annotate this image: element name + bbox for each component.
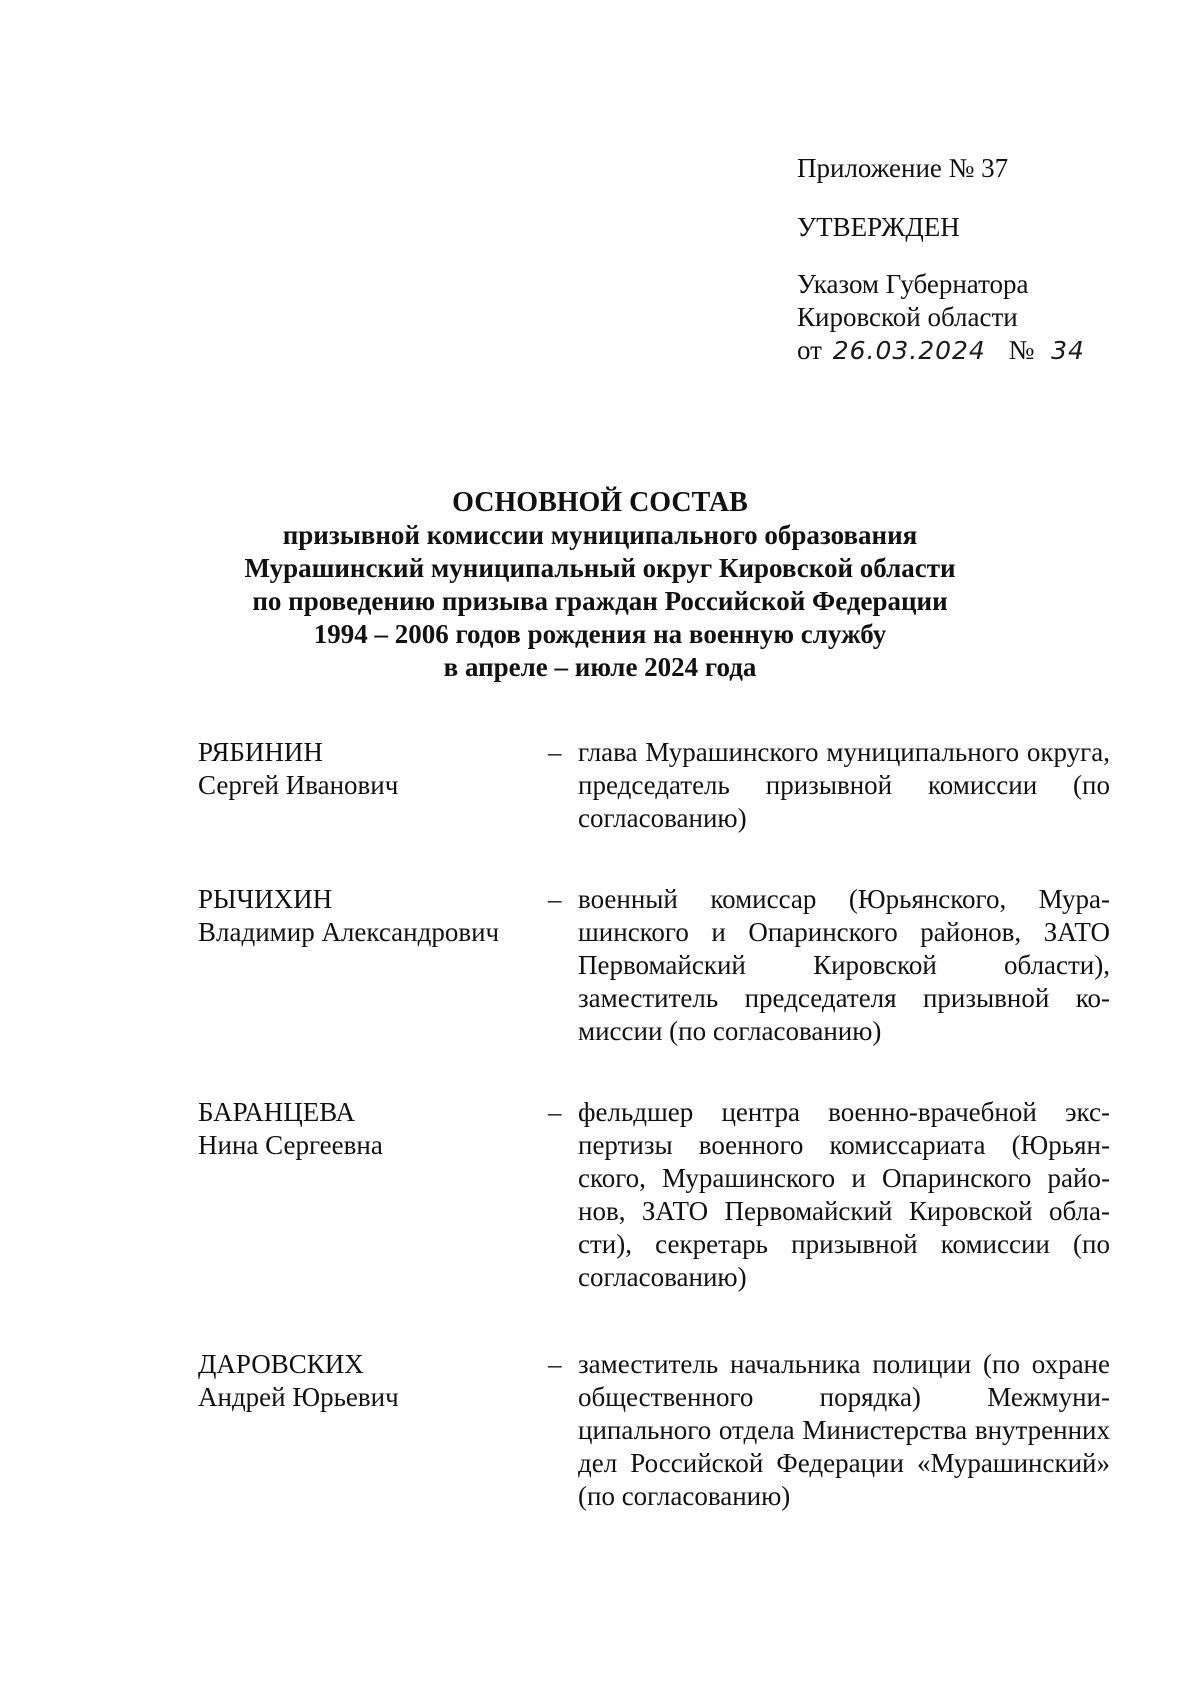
member-entry (198, 736, 1118, 835)
title-line: по проведению призыва граждан Российской Федерации (252, 586, 948, 616)
member-dash: – (548, 1349, 562, 1379)
member-entry (198, 1096, 1118, 1294)
member-given-name: Нина Сергеевна (198, 1130, 383, 1160)
appendix-label: Приложение № 37 (797, 153, 1009, 183)
member-surname: ДАРОВСКИХ (198, 1349, 364, 1379)
member-list (198, 736, 1118, 1553)
member-role: фельдшер центра военно-врачебной экспертизы военного комиссариата (Юрьянского, Мурашинского и Опаринского районов, ЗАТО Первомайский Кировской области), секретарь призывной комиссии (по согласованию) (578, 1097, 1110, 1292)
decree-from-label: от (797, 335, 822, 365)
member-given-name: Андрей Юрьевич (198, 1382, 399, 1412)
member-surname: РЯБИНИН (198, 737, 323, 767)
decree-line-1: Указом Губернатора (797, 269, 1029, 299)
decree-date-handwritten: 26.03.2024 (832, 336, 986, 365)
member-dash: – (548, 737, 562, 767)
title-line: 1994 – 2006 годов рождения на военную службу (313, 619, 887, 649)
member-surname: БАРАНЦЕВА (198, 1097, 356, 1127)
member-name (198, 1348, 548, 1414)
member-surname: РЫЧИХИН (198, 884, 333, 914)
member-given-name: Владимир Александрович (198, 917, 500, 947)
member-name (198, 1096, 548, 1162)
title-main: ОСНОВНОЙ СОСТАВ (452, 487, 748, 518)
member-role: военный комиссар (Юрьянского, Мурашинского и Опаринского районов, ЗАТО Первомайский Кировской области), заместитель председателя призывной комиссии (по согласованию) (578, 884, 1110, 1046)
decree-date-line (797, 334, 1127, 367)
decree-number-label: № (1008, 335, 1035, 365)
member-dash: – (548, 1097, 562, 1127)
member-given-name: Сергей Иванович (198, 770, 399, 800)
member-role: глава Мурашинского муниципального округа, председатель призывной комиссии (по согласованию) (578, 737, 1110, 833)
member-name (198, 883, 548, 949)
member-name (198, 736, 548, 802)
approved-label: УТВЕРЖДЕН (797, 212, 960, 242)
decree-line-2: Кировской области (797, 302, 1018, 332)
member-dash: – (548, 884, 562, 914)
member-role: заместитель начальника полиции (по охране общественного порядка) Межмуниципального отдела Министерства внутренних дел Российской Федерации «Мурашинский» (по согласованию) (578, 1349, 1110, 1511)
title-line: Мурашинский муниципальный округ Кировской области (244, 553, 956, 583)
member-entry (198, 1348, 1118, 1513)
approval-block (797, 152, 1127, 367)
document-title (150, 486, 1050, 684)
title-line: в апреле – июле 2024 года (443, 652, 757, 682)
title-line: призывной комиссии муниципального образования (282, 520, 918, 550)
member-entry (198, 883, 1118, 1048)
decree-number-handwritten: 34 (1051, 336, 1085, 365)
